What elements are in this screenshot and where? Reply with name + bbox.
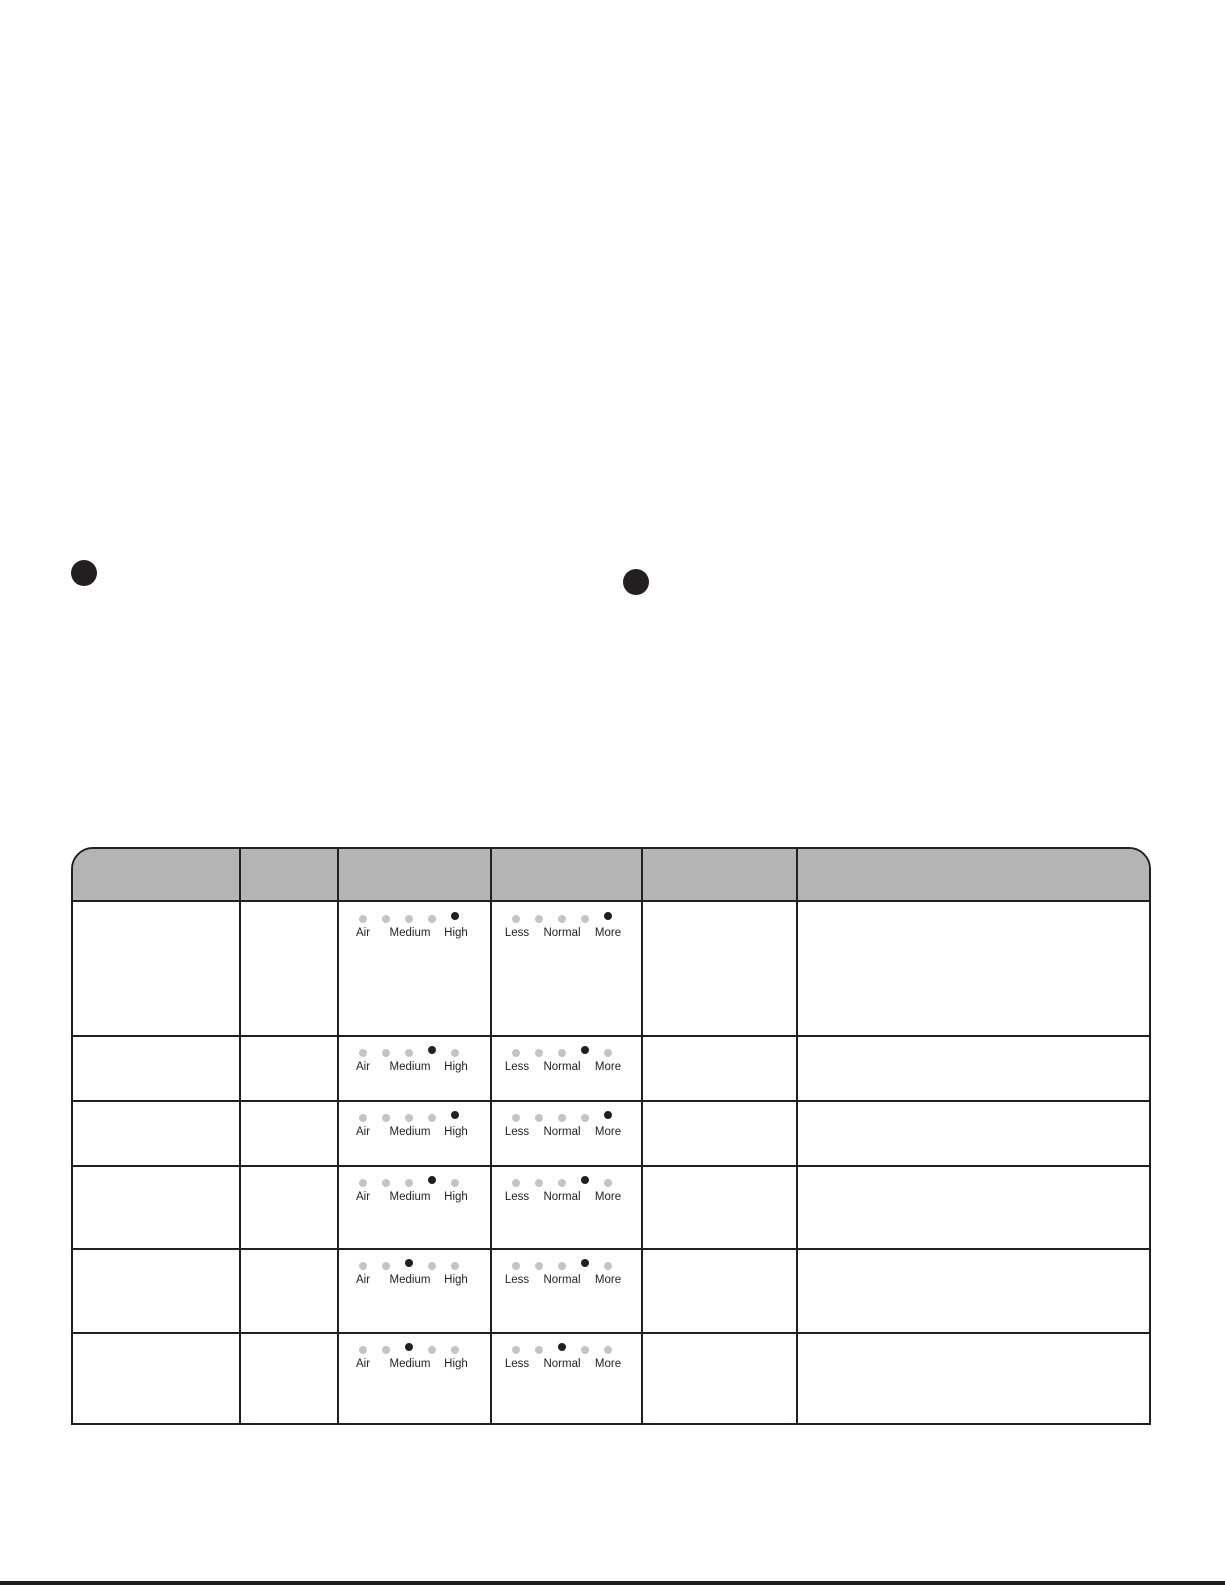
level-dot-selected	[604, 912, 612, 920]
level-dot-selected	[581, 1176, 589, 1184]
table-cell	[73, 1101, 240, 1117]
table-cell	[240, 1036, 338, 1052]
level-dot	[428, 1262, 436, 1270]
table-cell	[73, 1166, 240, 1182]
level-dot	[535, 1114, 543, 1122]
scale-label: Air	[355, 1126, 371, 1138]
level-dot-selected	[405, 1343, 413, 1351]
table-cell	[642, 1333, 797, 1349]
level-dot	[382, 1346, 390, 1354]
header-cell	[240, 849, 338, 900]
level-dot	[604, 1346, 612, 1354]
level-dot	[512, 1114, 520, 1122]
scale-label: Medium	[389, 1126, 431, 1138]
level-dot	[512, 1346, 520, 1354]
temperature-scale	[343, 1343, 473, 1383]
scale-label: High	[444, 1191, 468, 1203]
temperature-scale	[343, 1046, 473, 1086]
table-cell	[73, 1249, 240, 1265]
level-dot	[512, 915, 520, 923]
table-cell	[642, 902, 797, 918]
level-dot	[359, 1262, 367, 1270]
level-dot	[382, 1049, 390, 1057]
scale-label: Less	[504, 1191, 530, 1203]
level-dot-selected	[451, 912, 459, 920]
scale-label: High	[444, 927, 468, 939]
level-dot	[535, 915, 543, 923]
temperature-scale	[343, 1111, 473, 1151]
scale-label: High	[444, 1126, 468, 1138]
scale-label: Air	[355, 1358, 371, 1370]
level-dot	[451, 1049, 459, 1057]
level-dot-selected	[604, 1111, 612, 1119]
level-dot	[359, 1049, 367, 1057]
level-dot	[535, 1346, 543, 1354]
level-dot	[451, 1262, 459, 1270]
scale-label: Less	[504, 927, 530, 939]
level-dot	[604, 1049, 612, 1057]
level-dot	[405, 1114, 413, 1122]
scale-label: More	[594, 1061, 622, 1073]
scale-label: Less	[504, 1358, 530, 1370]
amount-scale	[496, 1111, 626, 1151]
table-cell	[642, 1249, 797, 1265]
header-cell	[73, 849, 240, 900]
scale-label: Normal	[543, 1061, 581, 1073]
table-cell	[797, 1333, 1148, 1349]
amount-scale	[496, 912, 626, 952]
scale-label: Air	[355, 1061, 371, 1073]
table-cell	[797, 1101, 1148, 1117]
temperature-scale	[343, 1176, 473, 1216]
level-dot	[535, 1262, 543, 1270]
level-dot	[558, 1179, 566, 1187]
level-dot	[405, 915, 413, 923]
scale-label: More	[594, 1274, 622, 1286]
level-dot	[451, 1179, 459, 1187]
table-cell	[240, 1333, 338, 1349]
scale-label: Less	[504, 1274, 530, 1286]
level-dot	[359, 1179, 367, 1187]
table-cell	[797, 1249, 1148, 1265]
level-dot-selected	[451, 1111, 459, 1119]
level-dot	[405, 1049, 413, 1057]
level-dot	[428, 1346, 436, 1354]
level-dot	[604, 1179, 612, 1187]
header-cell	[642, 849, 797, 900]
scale-label: More	[594, 927, 622, 939]
level-dot	[382, 1179, 390, 1187]
amount-scale	[496, 1046, 626, 1086]
table-cell	[642, 1101, 797, 1117]
column-divider	[490, 849, 492, 1423]
table-cell	[73, 1036, 240, 1052]
level-dot	[604, 1262, 612, 1270]
header-cell	[797, 849, 1148, 900]
level-dot-selected	[558, 1343, 566, 1351]
table-cell	[240, 1249, 338, 1265]
level-dot	[359, 1346, 367, 1354]
table-cell	[73, 902, 240, 918]
level-dot	[535, 1049, 543, 1057]
table-cell	[240, 1166, 338, 1182]
level-dot	[558, 915, 566, 923]
scale-label: Normal	[543, 1274, 581, 1286]
level-dot-selected	[428, 1046, 436, 1054]
header-cell	[338, 849, 491, 900]
table-cell	[797, 1166, 1148, 1182]
scale-label: High	[444, 1061, 468, 1073]
scale-label: Medium	[389, 1061, 431, 1073]
level-dot	[428, 915, 436, 923]
table-cell	[797, 1036, 1148, 1052]
scale-label: Medium	[389, 1274, 431, 1286]
level-dot	[359, 1114, 367, 1122]
level-dot	[512, 1049, 520, 1057]
bullet-marker-left	[71, 560, 97, 586]
scale-label: More	[594, 1191, 622, 1203]
scale-label: Normal	[543, 1358, 581, 1370]
scale-label: Air	[355, 1274, 371, 1286]
level-dot	[535, 1179, 543, 1187]
scale-label: Normal	[543, 1191, 581, 1203]
scale-label: More	[594, 1358, 622, 1370]
level-dot	[451, 1346, 459, 1354]
level-dot	[405, 1179, 413, 1187]
scale-label: Less	[504, 1061, 530, 1073]
level-dot	[558, 1049, 566, 1057]
level-dot	[512, 1262, 520, 1270]
settings-table	[71, 847, 1151, 1425]
table-cell	[240, 902, 338, 918]
scale-label: Medium	[389, 927, 431, 939]
level-dot-selected	[428, 1176, 436, 1184]
level-dot	[512, 1179, 520, 1187]
level-dot	[382, 1262, 390, 1270]
table-cell	[240, 1101, 338, 1117]
scale-label: Less	[504, 1126, 530, 1138]
table-cell	[642, 1166, 797, 1182]
level-dot	[581, 1346, 589, 1354]
scale-label: Medium	[389, 1358, 431, 1370]
header-cell	[491, 849, 642, 900]
level-dot-selected	[581, 1259, 589, 1267]
table-cell	[73, 1333, 240, 1349]
temperature-scale	[343, 1259, 473, 1299]
page-bottom-rule	[0, 1581, 1225, 1585]
level-dot	[581, 915, 589, 923]
scale-label: Air	[355, 927, 371, 939]
table-cell	[797, 902, 1148, 918]
level-dot-selected	[581, 1046, 589, 1054]
temperature-scale	[343, 912, 473, 952]
level-dot	[382, 1114, 390, 1122]
level-dot	[558, 1262, 566, 1270]
table-cell	[642, 1036, 797, 1052]
level-dot	[581, 1114, 589, 1122]
scale-label: Medium	[389, 1191, 431, 1203]
level-dot	[382, 915, 390, 923]
level-dot	[359, 915, 367, 923]
level-dot	[428, 1114, 436, 1122]
bullet-marker-right	[623, 569, 649, 595]
scale-label: High	[444, 1358, 468, 1370]
scale-label: Normal	[543, 1126, 581, 1138]
amount-scale	[496, 1176, 626, 1216]
level-dot	[558, 1114, 566, 1122]
scale-label: More	[594, 1126, 622, 1138]
amount-scale	[496, 1259, 626, 1299]
scale-label: Air	[355, 1191, 371, 1203]
amount-scale	[496, 1343, 626, 1383]
level-dot-selected	[405, 1259, 413, 1267]
scale-label: High	[444, 1274, 468, 1286]
scale-label: Normal	[543, 927, 581, 939]
